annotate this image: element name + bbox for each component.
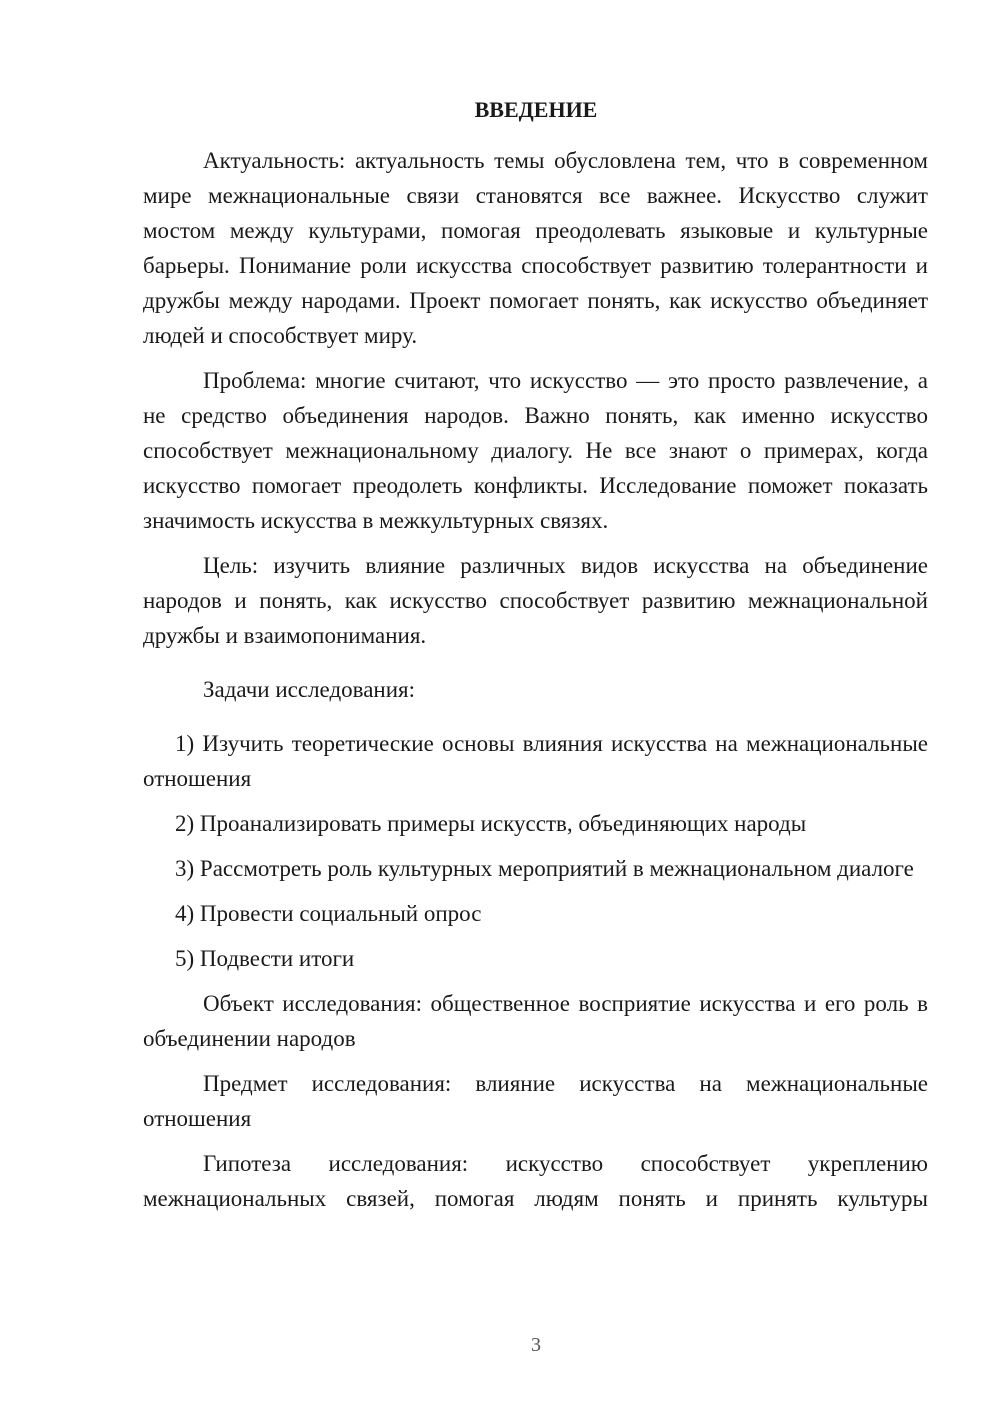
task-item-4: 4) Провести социальный опрос (175, 901, 482, 926)
task-item-3: 3) Рассмотреть роль культурных мероприятий в межнациональном диалоге (175, 856, 914, 881)
page-heading: ВВЕДЕНИЕ (474, 97, 598, 122)
page-number: 3 (531, 1334, 541, 1356)
task-item-2: 2) Проанализировать примеры искусств, объединяющих народы (175, 811, 807, 836)
tasks-title: Задачи исследования: (203, 677, 416, 702)
relevance-paragraph: Актуальность: актуальность темы обусловлена тем, что в современном мире межнациональные связи становятся все важнее. Искусство служит мостом между культурами, помогая преодолевать языковые и культурные барьеры. Понимание роли искусства способствует развитию толерантности и дружбы между народами. Проект помогает понять, как искусство объединяет людей и способствует миру. (143, 148, 928, 348)
goal-paragraph: Цель: изучить влияние различных видов искусства на объединение народов и понять, как искусство способствует развитию межнациональной дружбы и взаимопонимания. (143, 553, 928, 648)
subject-paragraph: Предмет исследования: влияние искусства на межнациональные отношения (143, 1071, 928, 1131)
object-paragraph: Объект исследования: общественное восприятие искусства и его роль в объединении народов (143, 991, 928, 1051)
hypothesis-paragraph: Гипотеза исследования: искусство способствует укреплению межнациональных связей, помогая людям понять и принять культуры (143, 1151, 928, 1211)
problem-paragraph: Проблема: многие считают, что искусство — это просто развлечение, а не средство объединения народов. Важно понять, как именно искусство способствует межнациональному диалогу. Не все знают о примерах, когда искусство помогает преодолеть конфликты. Исследование поможет показать значимость искусства в межкультурных связях. (143, 368, 928, 533)
task-item-5: 5) Подвести итоги (175, 946, 355, 971)
page-body (143, 143, 928, 1226)
task-item-1: 1) Изучить теоретические основы влияния искусства на межнациональные отношения (143, 731, 928, 791)
